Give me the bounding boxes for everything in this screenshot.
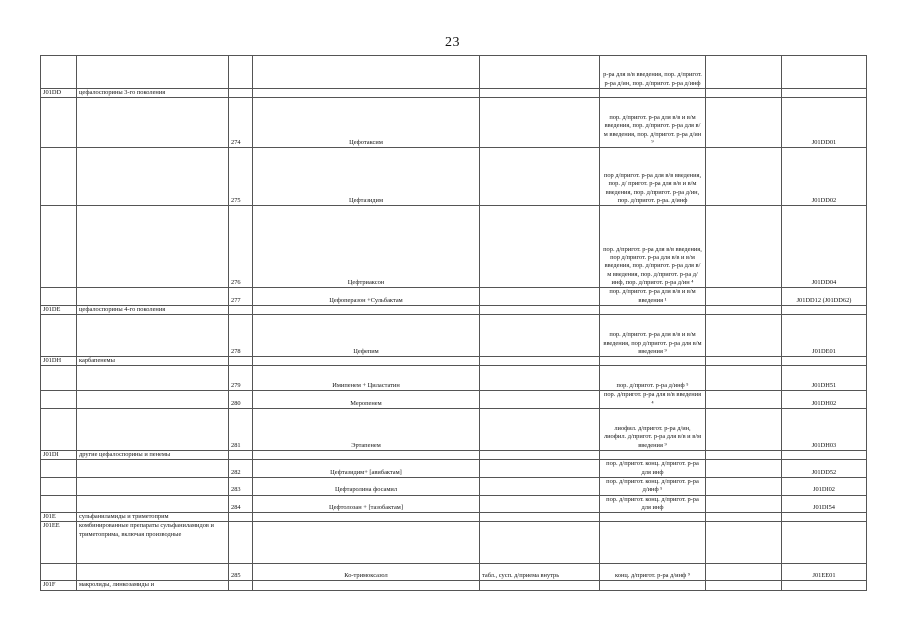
dosage-alt-cell — [600, 513, 706, 522]
note-cell — [706, 513, 782, 522]
note-cell — [706, 495, 782, 513]
atc-group-code-cell — [41, 460, 77, 478]
note-cell — [706, 56, 782, 89]
group-name-cell — [77, 288, 229, 306]
atc-group-code-cell — [41, 98, 77, 148]
note-cell — [706, 460, 782, 478]
atc-group-code-cell: J01DH — [41, 357, 77, 366]
drug-name-cell: Цефтазидим+ [авибактам] — [253, 460, 480, 478]
drug-name-cell: Эртапенем — [253, 409, 480, 451]
dosage-form-cell: табл., сусп. д/приема внутрь — [480, 564, 600, 581]
group-name-cell — [77, 366, 229, 391]
drug-name-cell: Имипенем + Циластатин — [253, 366, 480, 391]
table-row — [41, 206, 867, 288]
group-name-cell — [77, 460, 229, 478]
atc-group-code-cell — [41, 409, 77, 451]
note-cell — [706, 366, 782, 391]
drug-name-cell: Ко-тримоксазол — [253, 564, 480, 581]
group-name-cell — [77, 564, 229, 581]
atc-code-cell — [782, 357, 867, 366]
note-cell — [706, 409, 782, 451]
table-row — [41, 98, 867, 148]
atc-group-code-cell — [41, 495, 77, 513]
dosage-alt-cell — [600, 451, 706, 460]
atc-code-cell — [782, 581, 867, 590]
note-cell — [706, 315, 782, 357]
row-number-cell — [229, 451, 253, 460]
table-row — [41, 288, 867, 306]
atc-code-cell: J01DD52 — [782, 460, 867, 478]
table-row — [41, 56, 867, 89]
dosage-alt-cell: пор. д/пригот. р-ра д/инф ⁵ — [600, 366, 706, 391]
group-name-cell: макролиды, линкозамиды и — [77, 581, 229, 590]
atc-group-code-cell: J01EE — [41, 522, 77, 564]
atc-group-code-cell — [41, 56, 77, 89]
group-name-cell — [77, 56, 229, 89]
table-row — [41, 460, 867, 478]
drug-name-cell — [253, 305, 480, 314]
atc-code-cell: J01DD04 — [782, 206, 867, 288]
category-row — [41, 581, 867, 590]
atc-code-cell — [782, 305, 867, 314]
dosage-alt-cell: пор. д/пригот. р-ра для в/в и в/м введения, пор. д/пригот. р-ра для в/м введения, пор. д/пригот. р-ра д/ин ⁹ — [600, 98, 706, 148]
atc-group-code-cell — [41, 366, 77, 391]
atc-code-cell: J01DH51 — [782, 366, 867, 391]
note-cell — [706, 148, 782, 206]
dosage-alt-cell: р-ра для в/в введения, пор. д/пригот. р-ра д/ин, пор. д/пригот. р-ра д/инф — [600, 56, 706, 89]
atc-code-cell: J01DI02 — [782, 477, 867, 495]
atc-group-code-cell: J01E — [41, 513, 77, 522]
group-name-cell — [77, 391, 229, 409]
dosage-form-cell — [480, 288, 600, 306]
table-row — [41, 391, 867, 409]
atc-code-cell: J01DD01 — [782, 98, 867, 148]
row-number-cell: 276 — [229, 206, 253, 288]
category-row — [41, 305, 867, 314]
note-cell — [706, 98, 782, 148]
drug-name-cell — [253, 522, 480, 564]
note-cell — [706, 564, 782, 581]
atc-code-cell — [782, 451, 867, 460]
atc-code-cell: J01DD02 — [782, 148, 867, 206]
row-number-cell: 285 — [229, 564, 253, 581]
drug-name-cell: Цефоперазон +Сульбактам — [253, 288, 480, 306]
dosage-form-cell — [480, 89, 600, 98]
atc-group-code-cell — [41, 477, 77, 495]
dosage-form-cell — [480, 305, 600, 314]
atc-group-code-cell — [41, 206, 77, 288]
row-number-cell — [229, 357, 253, 366]
table-row — [41, 477, 867, 495]
dosage-alt-cell — [600, 581, 706, 590]
group-name-cell: другие цефалоспорины и пенемы — [77, 451, 229, 460]
drug-name-cell: Цефтаролина фосамил — [253, 477, 480, 495]
atc-group-code-cell: J01DI — [41, 451, 77, 460]
drug-table — [40, 55, 867, 591]
row-number-cell: 283 — [229, 477, 253, 495]
row-number-cell — [229, 89, 253, 98]
group-name-cell: комбинированные препараты сульфаниламидов и триметоприма, включая производные — [77, 522, 229, 564]
category-row — [41, 357, 867, 366]
note-cell — [706, 581, 782, 590]
dosage-alt-cell: пор. д/пригот. р-ра для в/в введения, пор д/пригот. р-ра для в/в и в/м введения, пор. д/пригот. р-ра для в/м введения, пор. д/пригот. р-ра д/инф, пор. д/пригот. р-ра д/ин ⁴ — [600, 206, 706, 288]
dosage-alt-cell: лиофил. д/пригот. р-ра д/ин, лиофил. д/пригот. р-ра для в/в и в/м введения ⁹ — [600, 409, 706, 451]
drug-name-cell: Цефтриаксон — [253, 206, 480, 288]
row-number-cell: 277 — [229, 288, 253, 306]
group-name-cell — [77, 315, 229, 357]
drug-name-cell — [253, 513, 480, 522]
dosage-alt-cell — [600, 89, 706, 98]
drug-name-cell: Цефтолозан + [тазобактам] — [253, 495, 480, 513]
dosage-form-cell — [480, 391, 600, 409]
group-name-cell — [77, 477, 229, 495]
dosage-alt-cell: конц. д/пригот. р-ра д/инф ⁹ — [600, 564, 706, 581]
dosage-alt-cell — [600, 357, 706, 366]
atc-group-code-cell: J01F — [41, 581, 77, 590]
dosage-form-cell — [480, 451, 600, 460]
group-name-cell — [77, 409, 229, 451]
table-row — [41, 315, 867, 357]
atc-code-cell: J01DD12 (J01DD62) — [782, 288, 867, 306]
drug-name-cell: Меропенем — [253, 391, 480, 409]
category-row — [41, 89, 867, 98]
dosage-form-cell — [480, 495, 600, 513]
dosage-alt-cell: пор д/пригот. р-ра для в/в введения, пор. д/ пригот. р-ра для в/в и в/м введения, пор. д/пригот. р-ра д/ин, пор. д/пригот. р-ра. д/инф — [600, 148, 706, 206]
note-cell — [706, 305, 782, 314]
drug-name-cell — [253, 451, 480, 460]
dosage-form-cell — [480, 409, 600, 451]
drug-name-cell — [253, 357, 480, 366]
dosage-form-cell — [480, 581, 600, 590]
drug-name-cell — [253, 56, 480, 89]
dosage-alt-cell: пор. д/пригот. р-ра для в/в введения ⁴ — [600, 391, 706, 409]
category-row — [41, 451, 867, 460]
drug-name-cell: Цефепим — [253, 315, 480, 357]
table-row — [41, 564, 867, 581]
category-row — [41, 513, 867, 522]
note-cell — [706, 477, 782, 495]
table-row — [41, 495, 867, 513]
row-number-cell — [229, 56, 253, 89]
atc-code-cell — [782, 522, 867, 564]
dosage-form-cell — [480, 56, 600, 89]
row-number-cell — [229, 522, 253, 564]
group-name-cell — [77, 495, 229, 513]
group-name-cell: цефалоспорины 3-го поколения — [77, 89, 229, 98]
dosage-alt-cell: пор. д/пригот. р-ра для в/в и в/м введения, пор д/пригот. р-ра для в/м введения ⁹ — [600, 315, 706, 357]
atc-group-code-cell — [41, 288, 77, 306]
atc-code-cell: J01DI54 — [782, 495, 867, 513]
row-number-cell: 275 — [229, 148, 253, 206]
table-row — [41, 148, 867, 206]
drug-name-cell — [253, 89, 480, 98]
dosage-form-cell — [480, 357, 600, 366]
row-number-cell: 282 — [229, 460, 253, 478]
group-name-cell: цефалоспорины 4-го поколения — [77, 305, 229, 314]
atc-code-cell: J01DH02 — [782, 391, 867, 409]
atc-group-code-cell — [41, 315, 77, 357]
drug-name-cell: Цефотаксим — [253, 98, 480, 148]
atc-group-code-cell — [41, 391, 77, 409]
page-number: 23 — [445, 35, 460, 50]
dosage-form-cell — [480, 522, 600, 564]
dosage-form-cell — [480, 366, 600, 391]
row-number-cell: 274 — [229, 98, 253, 148]
atc-group-code-cell: J01DE — [41, 305, 77, 314]
group-name-cell: сульфаниламиды и триметоприм — [77, 513, 229, 522]
atc-code-cell: J01EE01 — [782, 564, 867, 581]
note-cell — [706, 522, 782, 564]
dosage-alt-cell: пор. д/пригот. конц. д/пригот. р-ра д/инф ⁵ — [600, 477, 706, 495]
atc-code-cell: J01DH03 — [782, 409, 867, 451]
dosage-alt-cell: пор. д/пригот. конц. д/пригот. р-ра для инф — [600, 460, 706, 478]
table-body — [41, 56, 867, 591]
row-number-cell: 278 — [229, 315, 253, 357]
note-cell — [706, 288, 782, 306]
atc-code-cell: J01DE01 — [782, 315, 867, 357]
group-name-cell — [77, 98, 229, 148]
note-cell — [706, 206, 782, 288]
category-row — [41, 522, 867, 564]
atc-code-cell — [782, 56, 867, 89]
atc-group-code-cell — [41, 564, 77, 581]
row-number-cell — [229, 305, 253, 314]
dosage-alt-cell: пор. д/пригот. р-ра для в/в и в/м введения ¹ — [600, 288, 706, 306]
drug-name-cell: Цефтазидим — [253, 148, 480, 206]
dosage-form-cell — [480, 315, 600, 357]
group-name-cell — [77, 206, 229, 288]
dosage-alt-cell: пор. д/пригот. конц. д/пригот. р-ра для инф — [600, 495, 706, 513]
atc-group-code-cell — [41, 148, 77, 206]
row-number-cell — [229, 513, 253, 522]
dosage-form-cell — [480, 513, 600, 522]
note-cell — [706, 357, 782, 366]
group-name-cell: карбапенемы — [77, 357, 229, 366]
row-number-cell — [229, 581, 253, 590]
row-number-cell: 279 — [229, 366, 253, 391]
note-cell — [706, 451, 782, 460]
dosage-alt-cell — [600, 522, 706, 564]
dosage-form-cell — [480, 477, 600, 495]
note-cell — [706, 89, 782, 98]
table-row — [41, 366, 867, 391]
note-cell — [706, 391, 782, 409]
row-number-cell: 281 — [229, 409, 253, 451]
dosage-form-cell — [480, 460, 600, 478]
atc-code-cell — [782, 513, 867, 522]
row-number-cell: 284 — [229, 495, 253, 513]
table-row — [41, 409, 867, 451]
dosage-form-cell — [480, 206, 600, 288]
row-number-cell: 280 — [229, 391, 253, 409]
atc-code-cell — [782, 89, 867, 98]
dosage-form-cell — [480, 148, 600, 206]
dosage-alt-cell — [600, 305, 706, 314]
group-name-cell — [77, 148, 229, 206]
dosage-form-cell — [480, 98, 600, 148]
drug-name-cell — [253, 581, 480, 590]
atc-group-code-cell: J01DD — [41, 89, 77, 98]
